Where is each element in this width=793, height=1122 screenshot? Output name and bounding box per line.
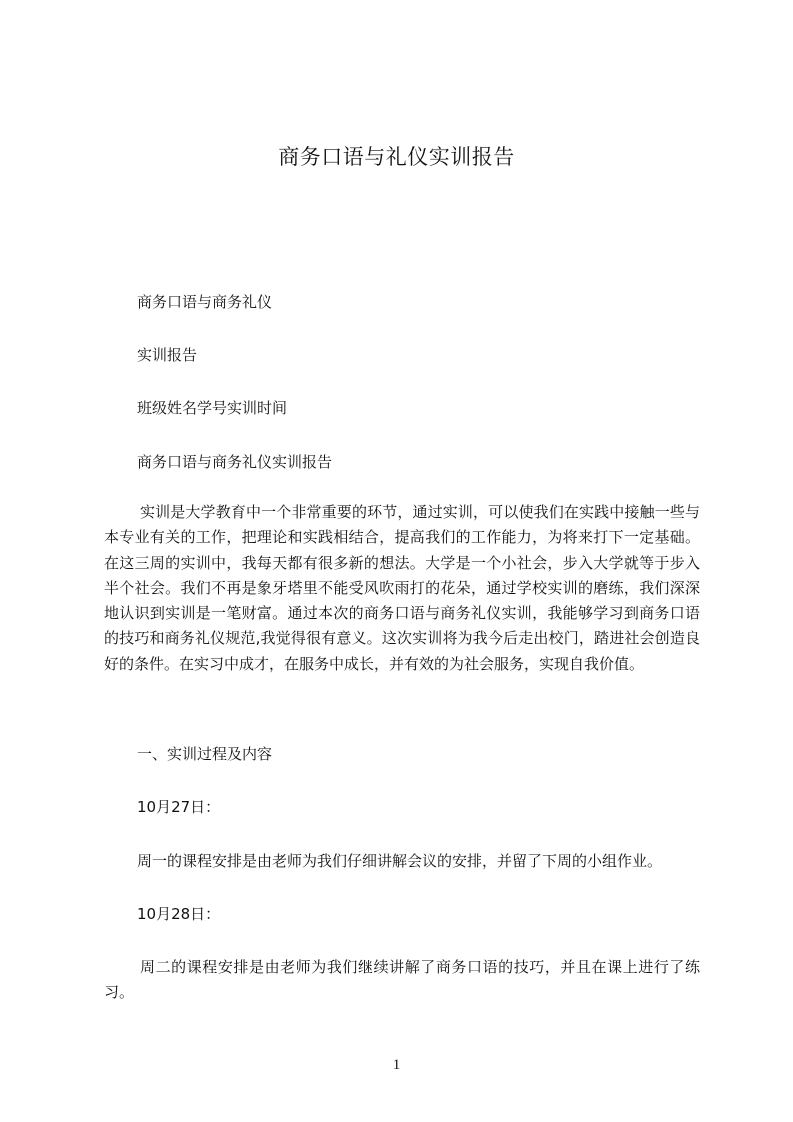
- intro-paragraph: 实训是大学教育中一个非常重要的环节，通过实训，可以使我们在实践中接触一些与本专业有关的工作，把理论和实践相结合，提高我们的工作能力，为将来打下一定基础。在这三周的实训中，我每天都有很多新的想法。大学是一个小社会，步入大学就等于步入半个社会。我们不再是象牙塔里不能受风吹雨打的花朵，通过学校实训的磨练，我们深深地认识到实训是一笔财富。通过本次的商务口语与商务礼仪实训，我能够学习到商务口语的技巧和商务礼仪规范,我觉得很有意义。这次实训将为我今后走出校门，踏进社会创造良好的条件。在实习中成才，在服务中成长，并有效的为社会服务，实现自我价值。: [104, 503, 700, 673]
- entry-paragraph-2: 周二的课程安排是由老师为我们继续讲解了商务口语的技巧，并且在课上进行了练习。: [104, 958, 700, 1002]
- document-title: 商务口语与礼仪实训报告: [278, 145, 515, 169]
- page-number: 1: [392, 1057, 401, 1073]
- subtitle-line: 商务口语与商务礼仪: [137, 293, 273, 311]
- entry-paragraph-1: 周一的课程安排是由老师为我们仔细讲解会议的安排，并留了下周的小组作业。: [137, 852, 663, 870]
- section-heading: 一、实训过程及内容: [137, 745, 273, 763]
- report-label-line: 实训报告: [137, 346, 198, 364]
- date-heading-1: 10月27日：: [137, 798, 221, 816]
- class-info-line: 班级姓名学号实训时间: [137, 399, 288, 417]
- date-heading-2: 10月28日：: [137, 905, 221, 923]
- report-heading-line: 商务口语与商务礼仪实训报告: [137, 453, 333, 471]
